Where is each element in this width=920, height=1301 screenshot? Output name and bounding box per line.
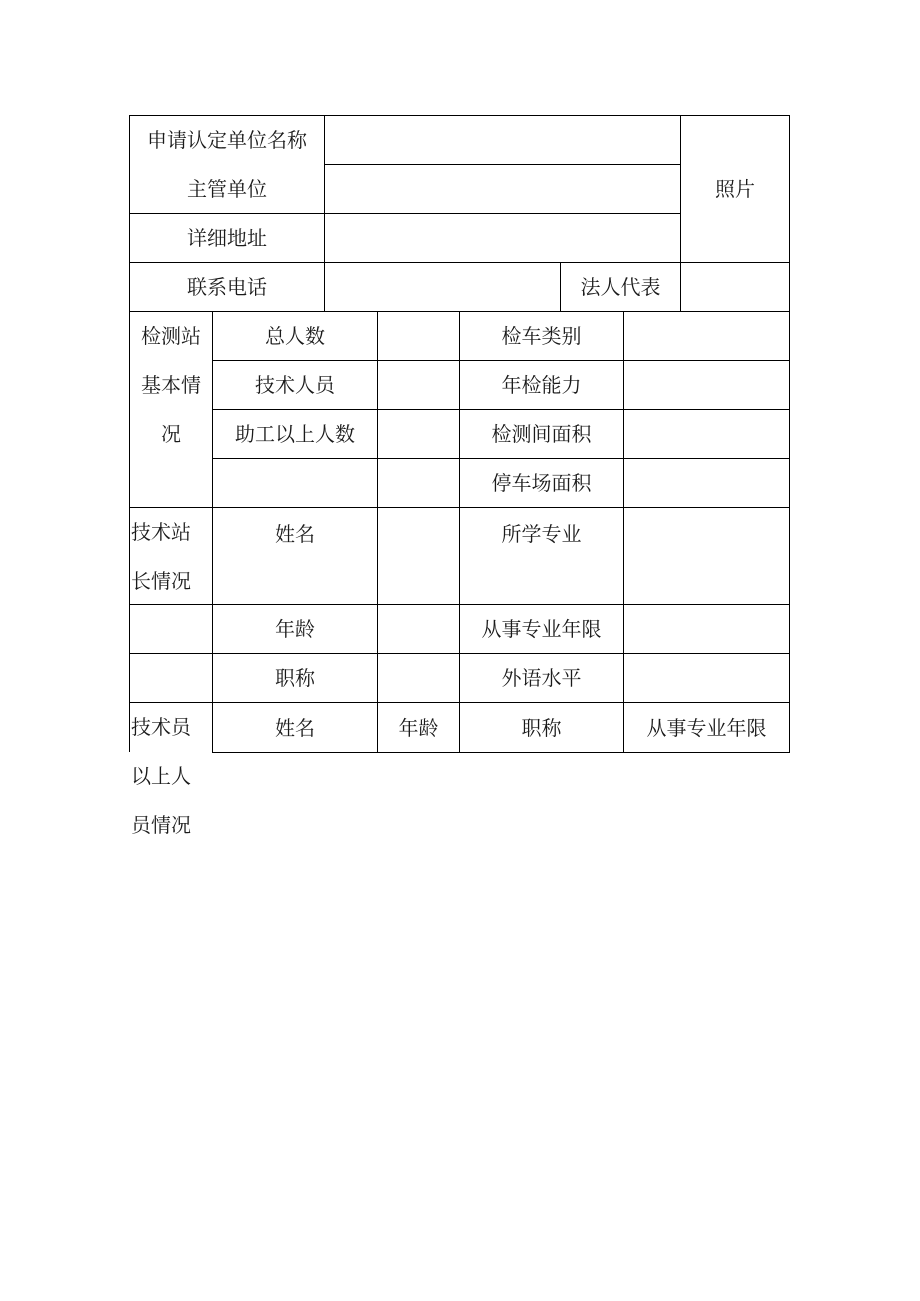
tech-staff-section-label: 技术员 以上人 员情况 (131, 715, 191, 837)
staff-name-header: 姓名 (275, 715, 315, 740)
applicant-name-label: 申请认定单位名称 (147, 128, 307, 152)
total-staff-field[interactable] (378, 312, 459, 360)
head-years-field[interactable] (624, 605, 789, 653)
tech-staff-count-label: 技术人员 (255, 373, 335, 397)
head-major-field[interactable] (624, 508, 789, 604)
supervisor-field[interactable] (325, 165, 680, 213)
head-age-field[interactable] (378, 605, 459, 653)
address-field[interactable] (325, 214, 680, 262)
parking-area-label: 停车场面积 (491, 471, 592, 495)
assistant-above-field[interactable] (378, 410, 459, 458)
vehicle-type-label: 检车类别 (501, 324, 582, 348)
head-major-label: 所学专业 (501, 522, 582, 546)
address-label: 详细地址 (187, 226, 267, 250)
annual-capacity-label: 年检能力 (501, 373, 582, 397)
assistant-above-label: 助工以上人数 (235, 422, 355, 446)
station-head-section-label: 技术站 长情况 (131, 520, 191, 593)
head-language-field[interactable] (624, 654, 789, 702)
staff-years-header: 从事专业年限 (646, 715, 767, 740)
table-border-right (789, 115, 790, 753)
head-years-label: 从事专业年限 (481, 617, 602, 641)
annual-capacity-field[interactable] (624, 361, 789, 409)
head-language-label: 外语水平 (501, 666, 582, 690)
parking-area-field[interactable] (624, 459, 789, 507)
vehicle-type-field[interactable] (624, 312, 789, 360)
applicant-name-field[interactable] (325, 116, 680, 164)
photo-box[interactable]: 照片 (715, 177, 755, 201)
blank-cell[interactable] (213, 459, 377, 507)
head-age-label: 年龄 (275, 617, 315, 641)
staff-title-header: 职称 (521, 715, 562, 740)
tech-staff-count-field[interactable] (378, 361, 459, 409)
test-area-label: 检测间面积 (491, 422, 592, 446)
blank-cell (130, 654, 212, 702)
table-border-bottom (212, 752, 790, 753)
blank-cell[interactable] (378, 459, 459, 507)
total-staff-label: 总人数 (265, 324, 325, 348)
head-title-field[interactable] (378, 654, 459, 702)
staff-age-header: 年龄 (398, 715, 439, 740)
test-area-field[interactable] (624, 410, 789, 458)
legal-rep-field[interactable] (681, 263, 789, 311)
head-title-label: 职称 (275, 666, 315, 690)
blank-cell (130, 605, 212, 653)
legal-rep-label: 法人代表 (580, 275, 661, 299)
head-name-label: 姓名 (275, 522, 315, 546)
head-name-field[interactable] (378, 508, 459, 604)
phone-field[interactable] (325, 263, 560, 311)
supervisor-label: 主管单位 (187, 177, 267, 201)
phone-label: 联系电话 (187, 275, 267, 299)
station-basic-section-label: 检测站 基本情 况 (141, 324, 201, 446)
